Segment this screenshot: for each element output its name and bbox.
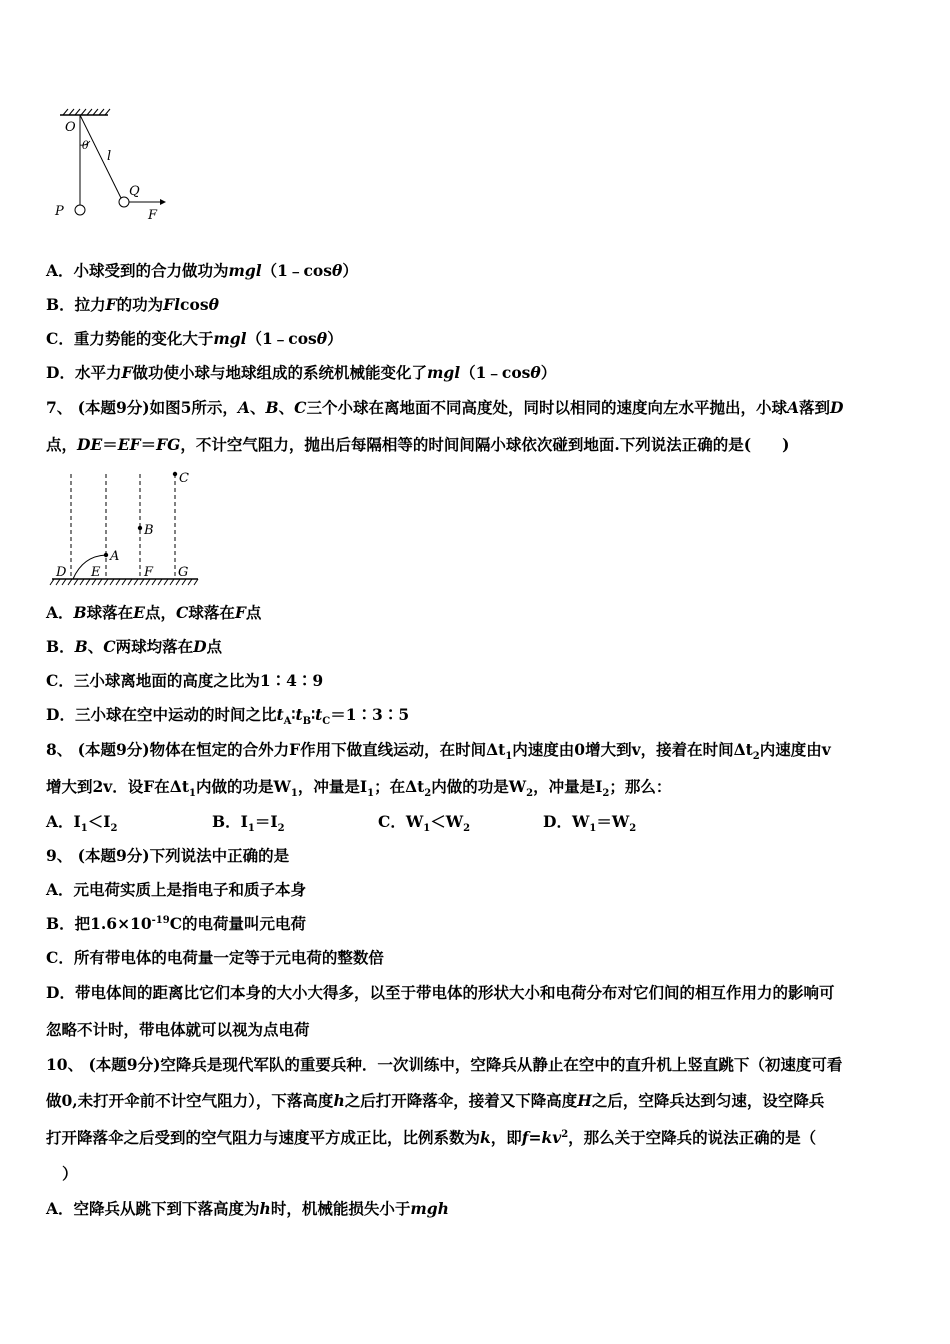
q8-option-c: C．$W_1<W_2$ [378, 812, 471, 835]
q9-option-a: A．元电荷实质上是指电子和质子本身 [46, 880, 307, 899]
q10-stem-line4: ） [62, 1164, 78, 1183]
q6-option-b: B．拉力F的功为Flcosθ [46, 295, 219, 314]
q7-stem-line1: 7、 (本题9分)如图5所示，A、B、C三个小球在离地面不同高度处，同时以相同的速度向左水平抛出，小球A落到D [46, 398, 844, 417]
label-C: C [179, 471, 189, 486]
label-F: F [144, 565, 154, 580]
label-theta: θ [82, 139, 89, 152]
q9-option-b: B．把$1.6\times 10^{-19}C$的电荷量叫元电荷 [46, 914, 307, 933]
q8-stem-line2: 增大到2v．设F在$\Delta t_1$内做的功是$W_1$，冲量是$I_1$；在$\Delta t_2$内做的功是$W_2$，冲量是$I_2$；那么： [46, 777, 672, 800]
q8-option-b: B．$I_1=I_2$ [212, 812, 285, 835]
q8-option-a: A．$I_1<I_2$ [46, 812, 118, 835]
q10-option-a: A．空降兵从跳下到下落高度为h时，机械能损失小于mgh [46, 1199, 449, 1218]
pendulum-figure [50, 105, 175, 225]
label-P: P [55, 204, 64, 219]
q6-option-d: D．水平力F做功使小球与地球组成的系统机械能变化了mgl（1﹣cosθ） [46, 363, 557, 382]
q10-stem-line1: 10、 (本题9分)空降兵是现代军队的重要兵种．一次训练中，空降兵从静止在空中的直升机上竖直跳下（初速度可看 [46, 1055, 843, 1074]
q10-stem-line2: 做0,未打开伞前不计空气阻力），下落高度h之后打开降落伞，接着又下降高度H之后，空降兵达到匀速，设空降兵 [46, 1091, 825, 1110]
label-A: A [110, 549, 120, 564]
projectile-figure [48, 466, 203, 588]
label-G: G [178, 565, 189, 580]
q9-option-d-line2: 忽略不计时，带电体就可以视为点电荷 [46, 1020, 310, 1039]
q10-stem-line3: 打开降落伞之后受到的空气阻力与速度平方成正比，比例系数为k，即$f=kv^2$，那么关于空降兵的说法正确的是（ [46, 1128, 817, 1147]
label-E: E [91, 565, 101, 580]
q9-stem: 9、 (本题9分)下列说法中正确的是 [46, 846, 290, 865]
q6-option-a: A．小球受到的合力做功为mgl（1﹣cosθ） [46, 261, 358, 280]
label-l: l [107, 149, 112, 164]
q8-option-d: D．$W_1=W_2$ [543, 812, 637, 835]
q9-option-d-line1: D．带电体间的距离比它们本身的大小大得多，以至于带电体的形状大小和电荷分布对它们间的相互作用力的影响可 [46, 983, 835, 1002]
label-F: F [148, 208, 158, 223]
q7-stem-line2: 点，DE＝EF＝FG，不计空气阻力，抛出后每隔相等的时间间隔小球依次碰到地面.下列说法正确的是( ) [46, 435, 790, 454]
q7-option-b: B．B、C两球均落在D点 [46, 637, 223, 656]
label-D: D [56, 565, 67, 580]
q7-option-d: D．三小球在空中运动的时间之比$t_A∶t_B∶t_C=1∶3∶5$ [46, 705, 410, 728]
q9-option-c: C．所有带电体的电荷量一定等于元电荷的整数倍 [46, 948, 384, 967]
label-O: O [65, 120, 76, 135]
label-B: B [144, 523, 154, 538]
q7-option-a: A．B球落在E点，C球落在F点 [46, 603, 262, 622]
q8-stem-line1: 8、 (本题9分)物体在恒定的合外力F作用下做直线运动，在时间$\Delta t_1$内速度由0增大到v，接着在时间$\Delta t_2$内速度由v [46, 740, 831, 763]
label-Q: Q [129, 184, 140, 199]
q6-option-c: C．重力势能的变化大于mgl（1﹣cosθ） [46, 329, 343, 348]
q7-option-c: C．三小球离地面的高度之比为1∶4∶9 [46, 671, 324, 690]
